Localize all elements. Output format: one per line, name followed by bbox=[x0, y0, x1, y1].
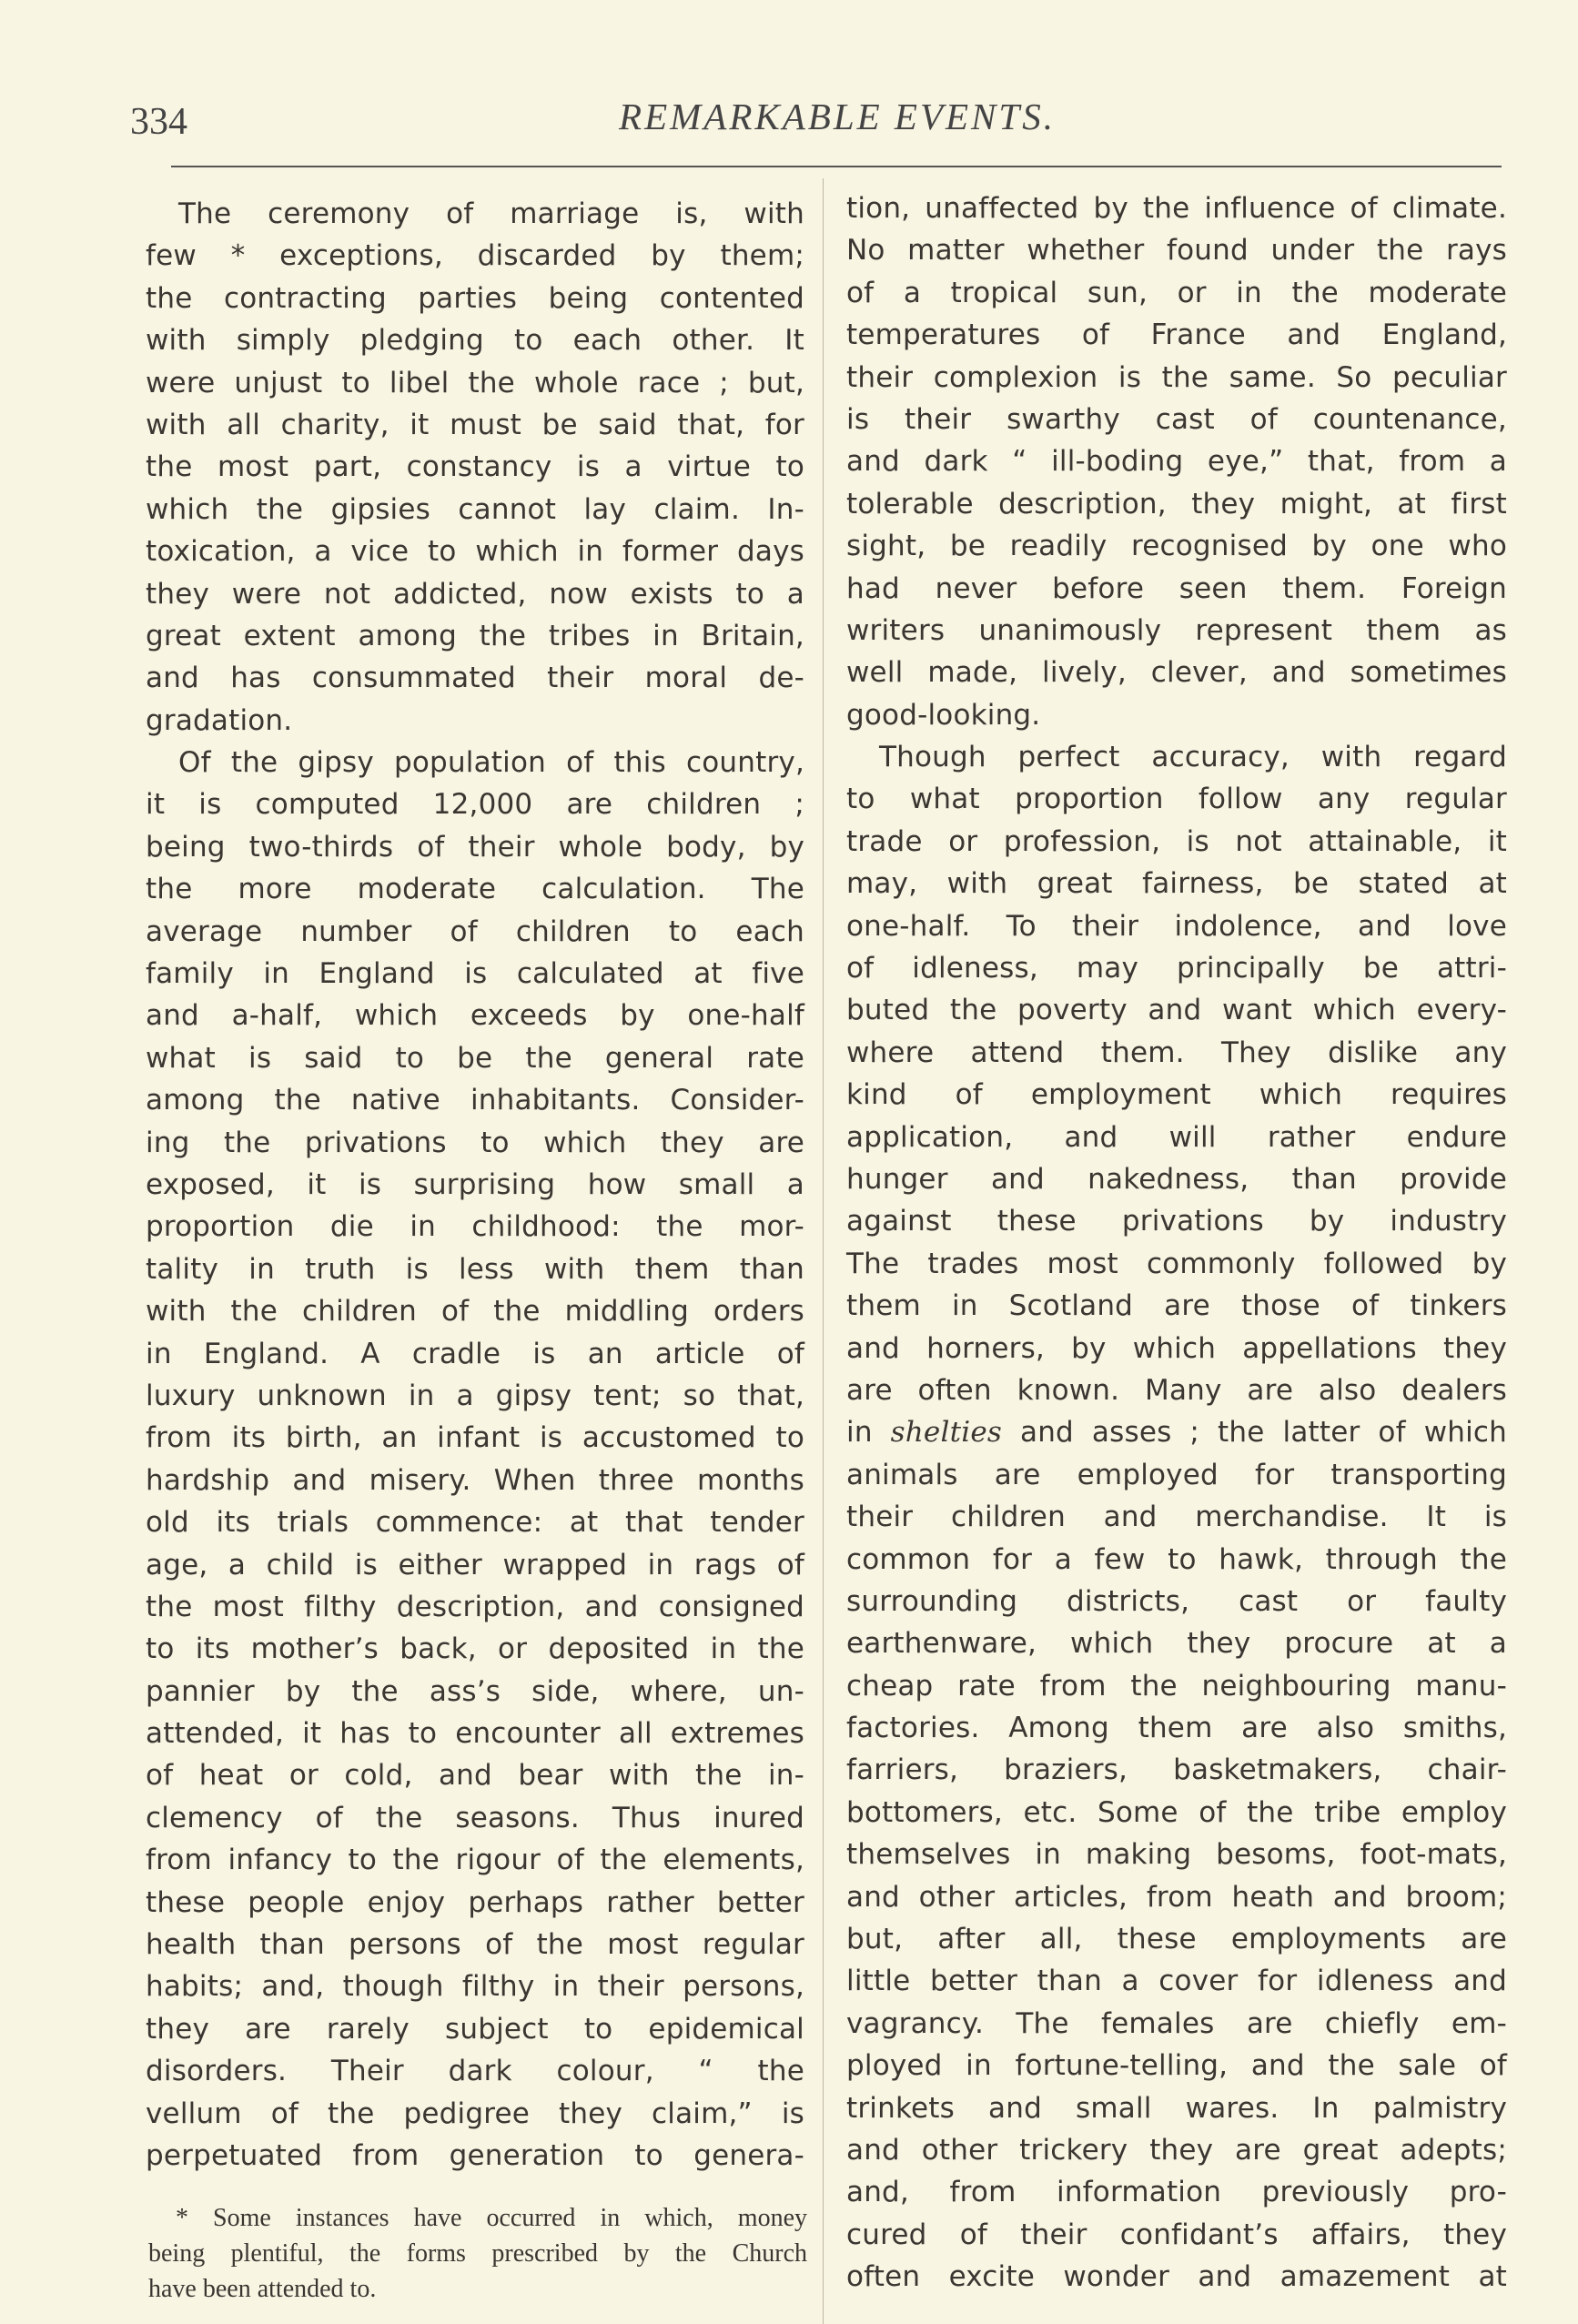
text-line: pannier by the ass’s side, where, un- bbox=[146, 1674, 804, 1708]
text-line: and horners, by which appellations they bbox=[846, 1331, 1507, 1365]
text-line: The trades most commonly followed by bbox=[846, 1247, 1507, 1280]
text-line: application, and will rather endure bbox=[846, 1120, 1507, 1154]
text-line: of heat or cold, and bear with the in- bbox=[146, 1759, 804, 1793]
text-line: surrounding districts, cast or faulty bbox=[846, 1584, 1507, 1618]
text-line: one-half. To their indolence, and love bbox=[846, 909, 1507, 943]
text-line: from infancy to the rigour of the elements, bbox=[146, 1844, 804, 1877]
text-line: good-looking. bbox=[846, 698, 1041, 732]
text-line: were unjust to libel the whole race ; but, bbox=[146, 366, 804, 399]
text-line: buted the poverty and want which every- bbox=[846, 994, 1507, 1027]
text-line: cheap rate from the neighbouring manu- bbox=[846, 1669, 1507, 1703]
text-line: their complexion is the same. So peculiar bbox=[846, 360, 1507, 394]
text-line: of idleness, may principally be attri- bbox=[846, 952, 1507, 985]
text-line: No matter whether found under the rays bbox=[846, 234, 1507, 268]
footnote-line: being plentiful, the forms prescribed by the Church bbox=[148, 2239, 807, 2268]
text-line: to what proportion follow any regular bbox=[846, 783, 1507, 816]
text-line: where attend them. They dislike any bbox=[846, 1036, 1507, 1069]
text-line: the most part, constancy is a virtue to bbox=[146, 450, 804, 484]
text-line: hunger and nakedness, than provide bbox=[846, 1162, 1507, 1196]
text-line: cured of their confidant’s affairs, they bbox=[846, 2218, 1507, 2251]
italic-word: shelties bbox=[890, 1416, 1003, 1450]
text-line: the most filthy description, and consigned bbox=[146, 1590, 804, 1623]
text-line: from its birth, an infant is accustomed to bbox=[146, 1421, 804, 1455]
text-line: they are rarely subject to epidemical bbox=[146, 2012, 804, 2046]
text-line: and, from information previously pro- bbox=[846, 2176, 1507, 2209]
text-line: them in Scotland are those of tinkers bbox=[846, 1289, 1507, 1323]
text-line: factories. Among them are also smiths, bbox=[846, 1712, 1507, 1745]
text-line: with simply pledging to each other. It bbox=[146, 324, 804, 358]
text-line: may, with great fairness, be stated at bbox=[846, 867, 1507, 901]
text-line: old its trials commence: at that tender bbox=[146, 1506, 804, 1540]
text-line: Though perfect accuracy, with regard bbox=[879, 741, 1507, 774]
text-line: trade or profession, is not attainable, it bbox=[846, 824, 1507, 858]
text-line: well made, lively, clever, and sometimes bbox=[846, 656, 1507, 690]
text-line: sight, be readily recognised by one who bbox=[846, 530, 1507, 563]
text-line: the more moderate calculation. The bbox=[146, 873, 804, 906]
text-line: their children and merchandise. It is bbox=[846, 1500, 1507, 1534]
text-line: kind of employment which requires bbox=[846, 1078, 1507, 1112]
text-line: luxury unknown in a gipsy tent; so that, bbox=[146, 1379, 804, 1412]
text-line: had never before seen them. Foreign bbox=[846, 571, 1507, 605]
text-line: tion, unaffected by the influence of climate. bbox=[846, 192, 1507, 225]
footnote-line: have been attended to. bbox=[148, 2275, 377, 2303]
text-line: average number of children to each bbox=[146, 914, 804, 948]
text-line: common for a few to hawk, through the bbox=[846, 1542, 1507, 1576]
text-line: The ceremony of marriage is, with bbox=[178, 197, 804, 230]
page-number: 334 bbox=[130, 101, 187, 143]
text-line: bottomers, etc. Some of the tribe employ bbox=[846, 1795, 1507, 1829]
text-line: perpetuated from generation to genera- bbox=[146, 2138, 804, 2172]
text-line: tality in truth is less with them than bbox=[146, 1252, 804, 1286]
text-line: family in England is calculated at five bbox=[146, 957, 804, 991]
text-line: vagrancy. The females are chiefly em- bbox=[846, 2006, 1507, 2040]
text-line: but, after all, these employments are bbox=[846, 1923, 1507, 1956]
text-line: which the gipsies cannot lay claim. In- bbox=[146, 492, 804, 526]
column-divider bbox=[823, 178, 824, 2324]
text-line: proportion die in childhood: the mor- bbox=[146, 1210, 804, 1244]
text-line: toxication, a vice to which in former days bbox=[146, 535, 804, 569]
text-line: age, a child is either wrapped in rags of bbox=[146, 1548, 804, 1581]
text-line: themselves in making besoms, foot-mats, bbox=[846, 1838, 1507, 1872]
right-column bbox=[846, 187, 1507, 2299]
text-line: attended, it has to encounter all extremes bbox=[146, 1717, 804, 1751]
text-line: with all charity, it must be said that, for bbox=[146, 408, 804, 441]
text-line: it is computed 12,000 are children ; bbox=[146, 788, 804, 822]
text-line: they were not addicted, now exists to a bbox=[146, 577, 804, 611]
text-line: what is said to be the general rate bbox=[146, 1041, 804, 1075]
text-line: among the native inhabitants. Consider- bbox=[146, 1084, 804, 1117]
text-line: these people enjoy perhaps rather better bbox=[146, 1885, 804, 1919]
text-line: of a tropical sun, or in the moderate bbox=[846, 276, 1507, 309]
text-line: and other articles, from heath and broom; bbox=[846, 1880, 1507, 1914]
text-line: in England. A cradle is an article of bbox=[146, 1337, 804, 1370]
text-line: health than persons of the most regular bbox=[146, 1928, 804, 1962]
text-line: great extent among the tribes in Britain, bbox=[146, 619, 804, 652]
text-line: trinkets and small wares. In palmistry bbox=[846, 2091, 1507, 2125]
header-rule bbox=[171, 166, 1502, 167]
text-line: earthenware, which they procure at a bbox=[846, 1627, 1507, 1661]
text-line: writers unanimously represent them as bbox=[846, 613, 1507, 647]
text-line: hardship and misery. When three months bbox=[146, 1463, 804, 1497]
footnote bbox=[148, 2200, 807, 2307]
text-line: tolerable description, they might, at first bbox=[846, 487, 1507, 520]
text-line: against these privations by industry bbox=[846, 1205, 1507, 1238]
text-line: and has consummated their moral de- bbox=[146, 662, 804, 695]
text-line: is their swarthy cast of countenance, bbox=[846, 402, 1507, 436]
text-line: disorders. Their dark colour, “ the bbox=[146, 2055, 804, 2088]
text-line: animals are employed for transporting bbox=[846, 1458, 1507, 1491]
text-line: Of the gipsy population of this country, bbox=[178, 746, 804, 780]
text-line: gradation. bbox=[146, 703, 293, 737]
text-line: to its mother’s back, or deposited in the bbox=[146, 1632, 804, 1666]
text-line: ployed in fortune-telling, and the sale of bbox=[846, 2049, 1507, 2083]
running-title: REMARKABLE EVENTS. bbox=[619, 96, 1056, 137]
text-line bbox=[846, 1411, 1507, 1453]
text-line: clemency of the seasons. Thus inured bbox=[146, 1801, 804, 1834]
text-line: with the children of the middling orders bbox=[146, 1295, 804, 1329]
text-line: are often known. Many are also dealers bbox=[846, 1373, 1507, 1407]
text-segment: and asses ; the latter of which bbox=[1002, 1416, 1508, 1450]
text-line: and other trickery they are great adepts; bbox=[846, 2133, 1507, 2167]
text-line: temperatures of France and England, bbox=[846, 318, 1507, 352]
text-line: and dark “ ill-boding eye,” that, from a bbox=[846, 445, 1507, 479]
text-segment: in bbox=[846, 1416, 891, 1450]
text-line: being two-thirds of their whole body, by bbox=[146, 830, 804, 864]
text-line: little better than a cover for idleness and bbox=[846, 1965, 1507, 1998]
text-line: few * exceptions, discarded by them; bbox=[146, 239, 804, 273]
text-line: habits; and, though filthy in their persons, bbox=[146, 1970, 804, 2004]
left-column bbox=[146, 193, 804, 2177]
footnote-line: * Some instances have occurred in which, money bbox=[176, 2204, 807, 2232]
text-line: and a-half, which exceeds by one-half bbox=[146, 999, 804, 1033]
text-line: ing the privations to which they are bbox=[146, 1126, 804, 1159]
text-line: farriers, braziers, basketmakers, chair- bbox=[846, 1753, 1507, 1787]
text-line: often excite wonder and amazement at bbox=[846, 2260, 1507, 2294]
text-line: vellum of the pedigree they claim,” is bbox=[146, 2097, 804, 2130]
text-line: exposed, it is surprising how small a bbox=[146, 1167, 804, 1201]
text-line: the contracting parties being contented bbox=[146, 281, 804, 315]
